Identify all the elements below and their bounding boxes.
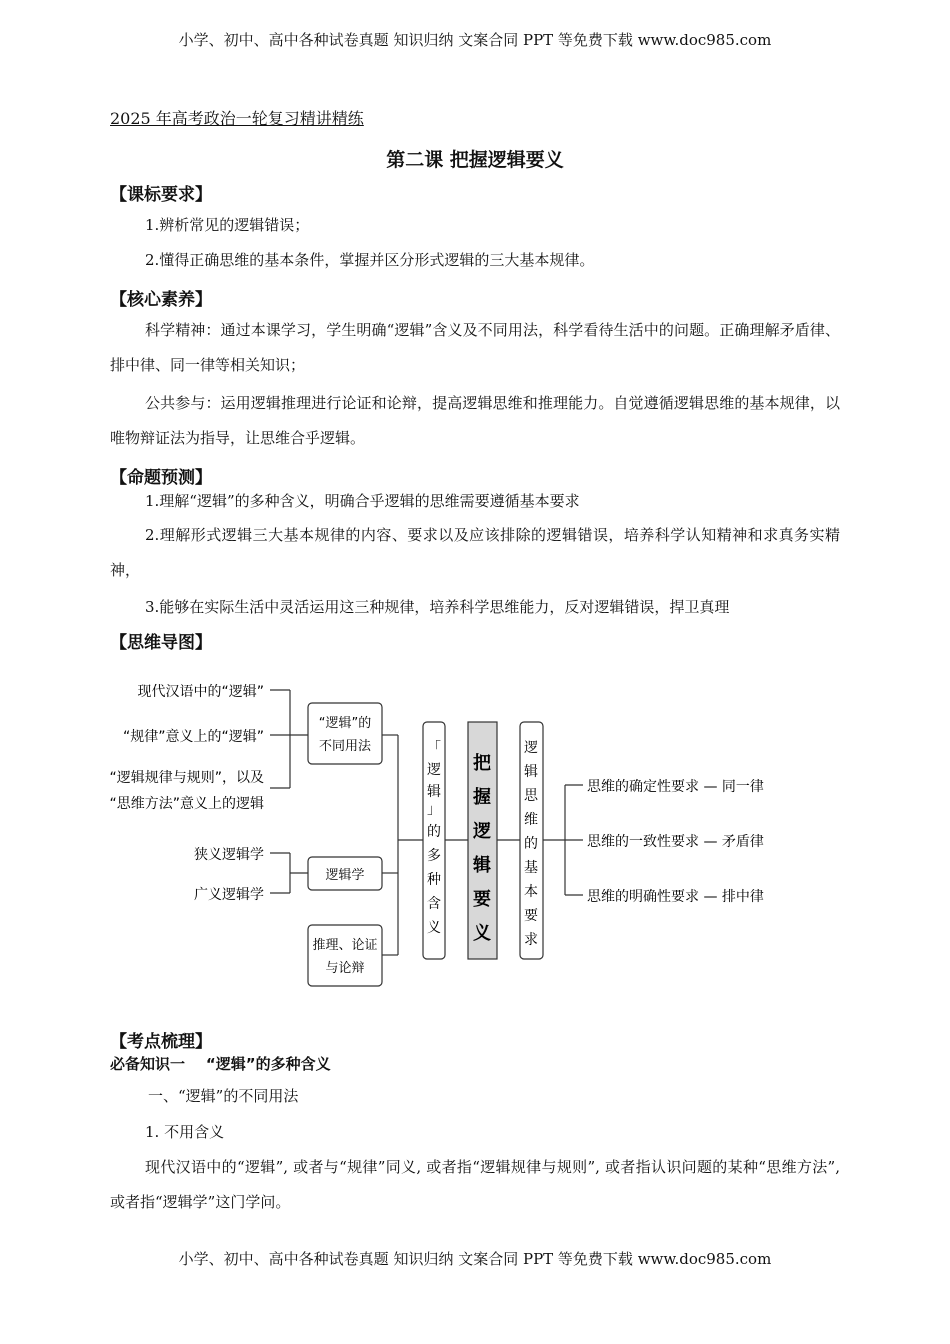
map-left-item-5: 广义逻辑学 <box>194 887 264 903</box>
map-right-item-1: 思维的确定性要求 — 同一律 <box>587 779 764 795</box>
map-left-item-2: “规律”意义上的“逻辑” <box>122 729 264 745</box>
point-butong-hanyi: 1. 不用含义 <box>145 1123 225 1141</box>
vr-char: 要 <box>524 908 538 924</box>
vl-char: 含 <box>427 896 441 912</box>
vr-char: 本 <box>524 884 538 900</box>
box-butong-yongfa <box>308 703 382 764</box>
vl-char: 的 <box>427 824 441 840</box>
box2-text: 逻辑学 <box>325 868 365 883</box>
lesson-title: 第二课 把握逻辑要义 <box>386 149 564 171</box>
box-tuili <box>308 925 382 986</box>
mingti-item-1: 1.理解“逻辑”的多种含义，明确合乎逻辑的思维需要遵循基本要求 <box>145 492 580 510</box>
section-heading-siwei: 【思维导图】 <box>110 633 212 653</box>
vl-char: 逻 <box>427 762 441 778</box>
section-heading-mingti: 【命题预测】 <box>110 468 212 488</box>
vl-char: 辑 <box>427 784 441 800</box>
mingti-item-2: 2.理解形式逻辑三大基本规律的内容、要求以及应该排除的逻辑错误，培养科学认知精神和求真务实精神， <box>110 526 840 579</box>
vl-char: 种 <box>427 872 441 888</box>
hexin-paragraph-1: 科学精神：通过本课学习，学生明确“逻辑”含义及不同用法，科学看待生活中的问题。正确理解矛盾律、排中律、同一律等相关知识； <box>110 321 840 374</box>
box3-line2: 与论辩 <box>325 961 365 976</box>
vr-char: 求 <box>524 932 538 948</box>
box3-line1: 推理、论证 <box>312 938 378 953</box>
hexin-paragraph-2: 公共参与：运用逻辑推理进行论证和论辩，提高逻辑思维和推理能力。自觉遵循逻辑思维的基本规律，以唯物辩证法为指导，让思维合乎逻辑。 <box>110 394 840 447</box>
kebiao-item-2: 2.懂得正确思维的基本条件，掌握并区分形式逻辑的三大基本规律。 <box>145 251 595 269</box>
section-heading-kaodian: 【考点梳理】 <box>110 1032 212 1052</box>
center-char: 辑 <box>473 855 491 876</box>
center-char: 要 <box>473 889 491 910</box>
box1-line1: “逻辑”的 <box>318 716 372 731</box>
knowledge-heading: 必备知识一 “逻辑”的多种含义 <box>110 1055 331 1073</box>
box1-line2: 不同用法 <box>318 739 372 754</box>
section-heading-kebiao: 【课标要求】 <box>110 185 212 205</box>
map-left-item-1: 现代汉语中的“逻辑” <box>137 684 264 700</box>
vl-char: 「 <box>427 740 441 756</box>
center-char: 逻 <box>473 821 491 842</box>
vr-char: 的 <box>524 836 538 852</box>
vr-char: 辑 <box>524 764 538 780</box>
page-footer: 小学、初中、高中各种试卷真题 知识归纳 文案合同 PPT 等免费下载 www.doc985.com <box>178 1250 772 1268</box>
page-header: 小学、初中、高中各种试卷真题 知识归纳 文案合同 PPT 等免费下载 www.doc985.com <box>178 31 772 49</box>
vr-char: 逻 <box>524 740 538 756</box>
vl-char: 多 <box>427 848 441 864</box>
kaodian-body: 现代汉语中的“逻辑”, 或者与“规律”同义, 或者指“逻辑规律与规则”, 或者指认识问题的某种“思维方法”, 或者指“逻辑学”这门学问。 <box>110 1158 840 1211</box>
kebiao-item-1: 1.辨析常见的逻辑错误； <box>145 216 310 234</box>
mingti-item-3: 3.能够在实际生活中灵活运用这三种规律，培养科学思维能力，反对逻辑错误，捍卫真理 <box>145 598 730 616</box>
map-left-item-4: 狭义逻辑学 <box>194 847 264 863</box>
vr-char: 基 <box>524 860 538 876</box>
vr-char: 维 <box>524 812 538 828</box>
map-right-item-2: 思维的一致性要求 — 矛盾律 <box>587 834 764 850</box>
vl-char: 义 <box>427 920 441 936</box>
document-title: 2025 年高考政治一轮复习精讲精练 <box>110 109 364 128</box>
section-heading-hexin: 【核心素养】 <box>110 290 212 310</box>
vl-char: 」 <box>427 802 441 818</box>
map-left-item-3a: “逻辑规律与规则”，以及 <box>109 770 264 786</box>
map-left-item-3b: “思维方法”意义上的逻辑 <box>109 796 264 812</box>
vr-char: 思 <box>524 788 538 804</box>
center-char: 把 <box>473 753 491 774</box>
subheading-butong-yongfa: 一、“逻辑”的不同用法 <box>148 1087 299 1105</box>
center-char: 握 <box>473 787 491 808</box>
map-right-item-3: 思维的明确性要求 — 排中律 <box>587 889 764 905</box>
center-char: 义 <box>473 923 491 944</box>
